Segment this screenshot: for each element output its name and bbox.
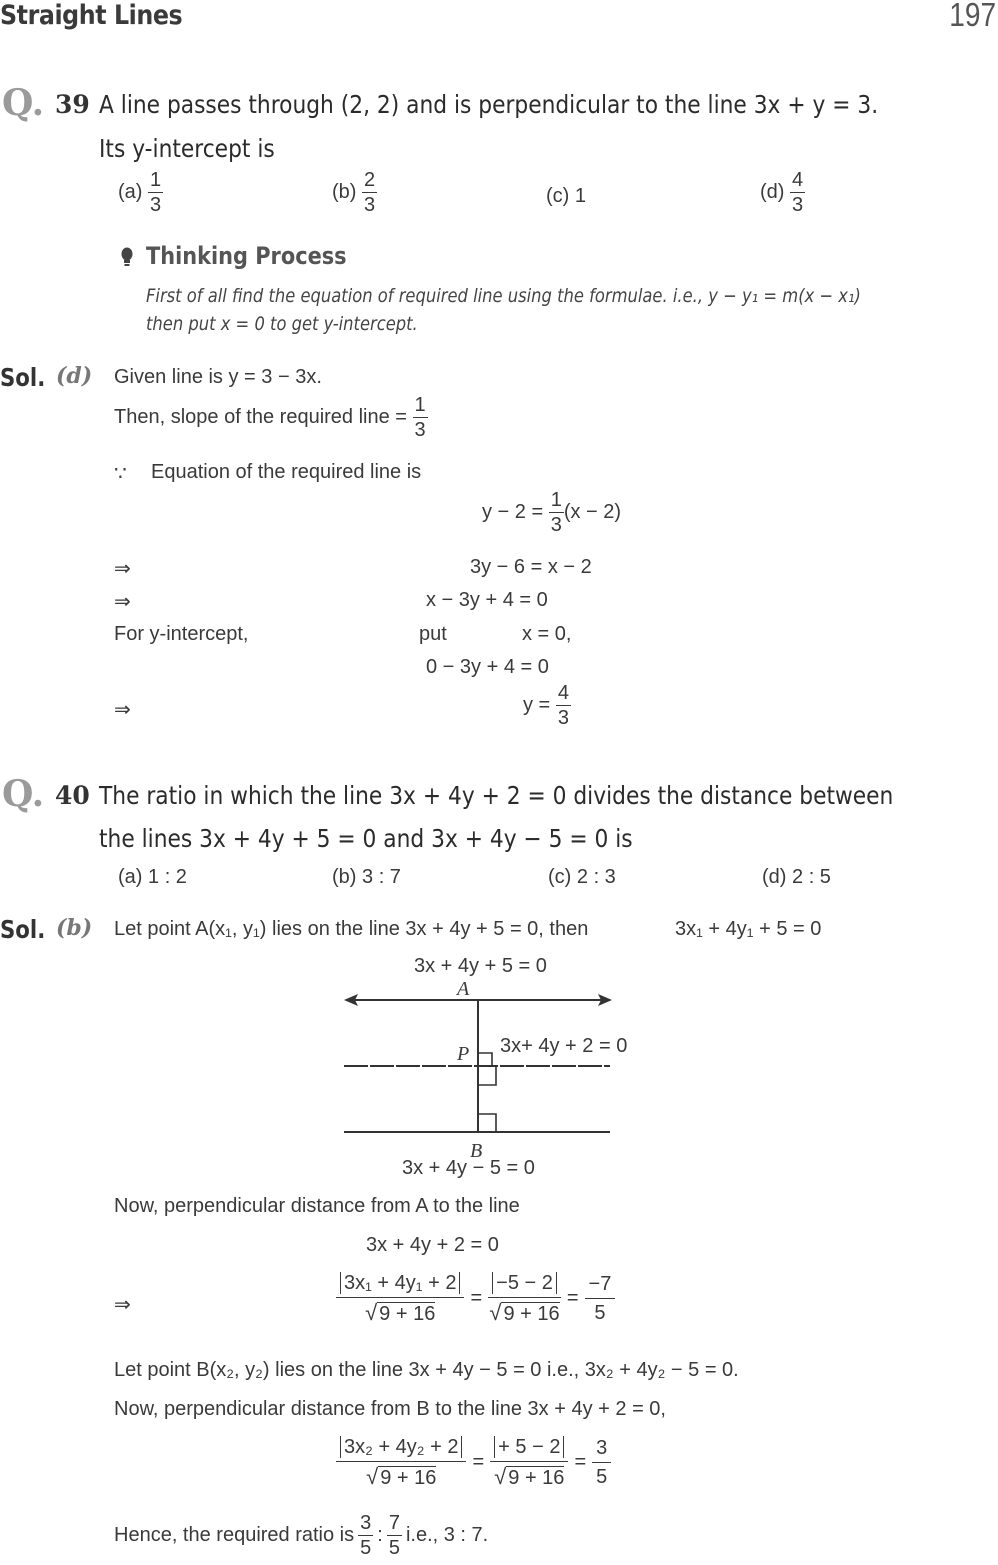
question-text-line2: Its y-intercept is: [99, 134, 275, 163]
thinking-process-line1: First of all find the equation of required line using the formulae. i.e., y − y₁ = m(x − x₁): [146, 285, 861, 307]
option-d: (d) 2 : 5: [762, 866, 831, 888]
option-label: (b): [332, 180, 357, 203]
equation: 3y − 6 = x − 2: [470, 556, 592, 578]
solution-line: Now, perpendicular distance from B to the line 3x + 4y + 2 = 0,: [114, 1398, 666, 1420]
distance-a-equation: $\frac{\text{3x₁ + 4y₁ + 2}}{√ 9 + 16}$ = $\frac{-5 - 2}{√ 9 + 16}$ = $\frac{-7}{5}$: [336, 1272, 615, 1325]
solution-line: Then, slope of the required line = $\frac{1}{3}$: [114, 394, 426, 441]
chapter-title: Straight Lines: [0, 0, 183, 31]
question-number: 39: [55, 90, 90, 119]
option-b: [332, 170, 377, 215]
implies-symbol: ⇒: [114, 556, 131, 580]
equation: x − 3y + 4 = 0: [426, 589, 548, 611]
middle-line-label: 3x+ 4y + 2 = 0: [500, 1035, 628, 1057]
distance-b-equation: $\frac{\text{3x₂ + 4y₂ + 2}}{√ 9 + 16}$ = $\frac{+ 5 - 2}{√ 9 + 16}$ = $\frac{3}{5}$: [336, 1436, 611, 1489]
option-fraction: $\frac{2}{3}$: [364, 169, 376, 216]
option-fraction: $\frac{1}{3}$: [150, 169, 162, 216]
option-label: (c): [546, 185, 570, 207]
solution-line: Let point A(x₁, y₁) lies on the line 3x + 4y + 5 = 0, then: [114, 918, 589, 940]
point-b-label: B: [470, 1140, 483, 1162]
equation: y = $\frac{4}{3}$: [523, 682, 569, 729]
parallel-lines-diagram: [340, 990, 620, 1140]
conclusion-line: Hence, the required ratio is $\frac{3}{5}$ : $\frac{7}{5}$ i.e., 3 : 7.: [114, 1512, 489, 1559]
question-number: 40: [55, 781, 90, 810]
thinking-process-line2: then put x = 0 to get y-intercept.: [146, 313, 418, 335]
question-marker: Q.: [2, 773, 45, 815]
equation: 0 − 3y + 4 = 0: [426, 656, 549, 678]
solution-answer: (b): [56, 915, 93, 941]
point-p-label: P: [457, 1043, 470, 1065]
implies-symbol: ⇒: [114, 697, 131, 721]
option-fraction: $\frac{4}{3}$: [792, 169, 804, 216]
page-number: 197: [949, 0, 996, 33]
implies-symbol: ⇒: [114, 589, 131, 613]
equation: y − 2 = $\frac{1}{3}$ (x − 2): [482, 489, 622, 536]
point-a-label: A: [457, 978, 470, 1000]
solution-answer: (d): [56, 363, 93, 389]
solution-line: For y-intercept,: [114, 623, 249, 645]
solution-line: Given line is y = 3 − 3x.: [114, 366, 322, 388]
lightbulb-icon: [120, 247, 134, 274]
option-c: [546, 185, 586, 208]
because-symbol: ∵: [114, 463, 127, 485]
equation: 3x₁ + 4y₁ + 5 = 0: [675, 918, 822, 940]
question-text-line1: The ratio in which the line 3x + 4y + 2 = 0 divides the distance between: [99, 781, 894, 810]
solution-line: Now, perpendicular distance from A to the line: [114, 1195, 520, 1217]
option-b: (b) 3 : 7: [332, 866, 401, 888]
implies-symbol: ⇒: [114, 1292, 131, 1316]
option-label: (d): [760, 180, 785, 203]
question-text-line1: A line passes through (2, 2) and is perpendicular to the line 3x + y = 3.: [99, 90, 879, 119]
question-marker: Q.: [2, 82, 45, 124]
question-text-line2: the lines 3x + 4y + 5 = 0 and 3x + 4y − 5 = 0 is: [99, 824, 633, 853]
option-label: (a): [118, 180, 143, 203]
option-value: 1: [574, 185, 587, 207]
put-label: put: [419, 623, 447, 645]
solution-label: Sol.: [0, 363, 46, 392]
solution-line: Equation of the required line is: [151, 461, 422, 483]
top-line-label: 3x + 4y + 5 = 0: [414, 955, 547, 977]
solution-label: Sol.: [0, 915, 46, 944]
solution-line: Let point B(x₂, y₂) lies on the line 3x + 4y − 5 = 0 i.e., 3x₂ + 4y₂ − 5 = 0.: [114, 1359, 739, 1381]
option-a: (a) 1 : 2: [118, 866, 187, 888]
option-c: (c) 2 : 3: [548, 866, 616, 888]
equation: x = 0,: [522, 623, 572, 645]
equation: 3x + 4y + 2 = 0: [366, 1234, 499, 1256]
option-d: [760, 170, 805, 215]
thinking-process-title: Thinking Process: [146, 242, 347, 270]
bottom-line-label: 3x + 4y − 5 = 0: [402, 1157, 535, 1179]
option-a: [118, 170, 163, 215]
